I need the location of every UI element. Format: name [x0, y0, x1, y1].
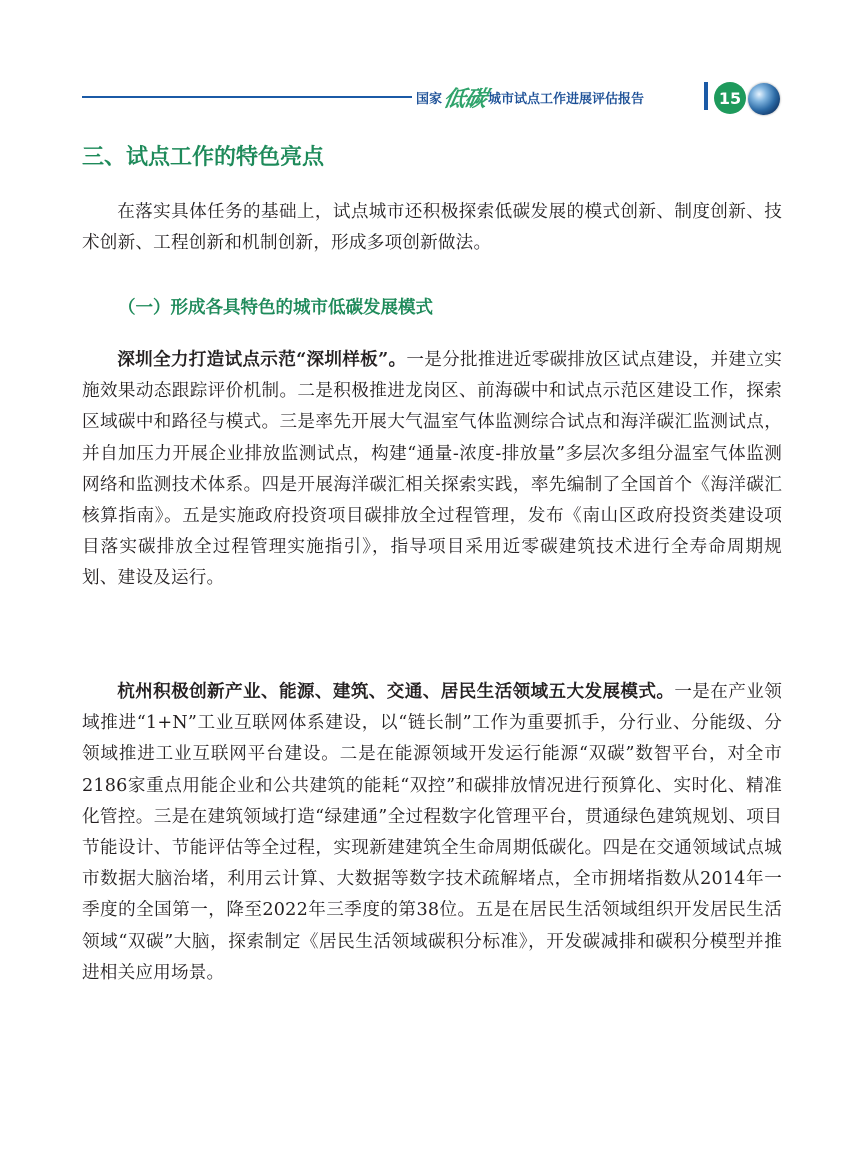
report-title: [416, 85, 645, 112]
report-title-suffix: 城市试点工作进展评估报告: [488, 91, 645, 107]
header-divider: [704, 82, 708, 110]
subsection-title: （一）形成各具特色的城市低碳发展模式: [118, 298, 433, 318]
report-title-stylized: 低碳: [441, 85, 489, 112]
running-header: [0, 72, 864, 122]
page-number-badge: 15: [714, 82, 746, 114]
header-rule: [82, 96, 412, 98]
paragraph-lead: 杭州积极创新产业、能源、建筑、交通、居民生活领域五大发展模式。: [117, 681, 675, 702]
paragraph-body: 一是分批推进近零碳排放区试点建设，并建立实施效果动态跟踪评价机制。二是积极推进龙岗区、前海碳中和试点示范区建设工作，探索区域碳中和路径与模式。三是率先开展大气温室气体监测综合试点和海洋碳汇监测试点，并自加压力开展企业排放监测试点，构建“通量-浓度-排放量”多层次多组分温室气体监测网络和监测技术体系。四是开展海洋碳汇相关探索实践，率先编制了全国首个《海洋碳汇核算指南》。五是实施政府投资项目碳排放全过程管理，发布《南山区政府投资类建设项目落实碳排放全过程管理实施指引》，指导项目采用近零碳建筑技术进行全寿命周期规划、建设及运行。: [82, 350, 782, 589]
paragraph-body: 一是在产业领域推进“1+N”工业互联网体系建设，以“链长制”工作为重要抓手，分行业、分能级、分领域推进工业互联网平台建设。二是在能源领域开发运行能源“双碳”数智平台，对全市2186家重点用能企业和公共建筑的能耗“双控”和碳排放情况进行预算化、实时化、精准化管控。三是在建筑领域打造“绿建通”全过程数字化管理平台，贯通绿色建筑规划、项目节能设计、节能评估等全过程，实现新建建筑全生命周期低碳化。四是在交通领域试点城市数据大脑治堵，利用云计算、大数据等数字技术疏解堵点，全市拥堵指数从2014年一季度的全国第一，降至2022年三季度的第38位。五是在居民生活领域组织开发居民生活领域“双碳”大脑，探索制定《居民生活领域碳积分标准》，开发碳减排和碳积分模型并推进相关应用场景。: [82, 682, 782, 983]
paragraph-lead: 深圳全力打造试点示范“深圳样板”。: [117, 349, 407, 370]
report-title-prefix: 国家: [416, 91, 443, 107]
paragraph-shenzhen: [82, 344, 782, 595]
section-title: 三、试点工作的特色亮点: [82, 145, 325, 170]
globe-icon: [748, 83, 780, 115]
intro-paragraph: 在落实具体任务的基础上，试点城市还积极探索低碳发展的模式创新、制度创新、技术创新、工程创新和机制创新，形成多项创新做法。: [82, 202, 782, 254]
paragraph-hangzhou: [82, 676, 782, 989]
